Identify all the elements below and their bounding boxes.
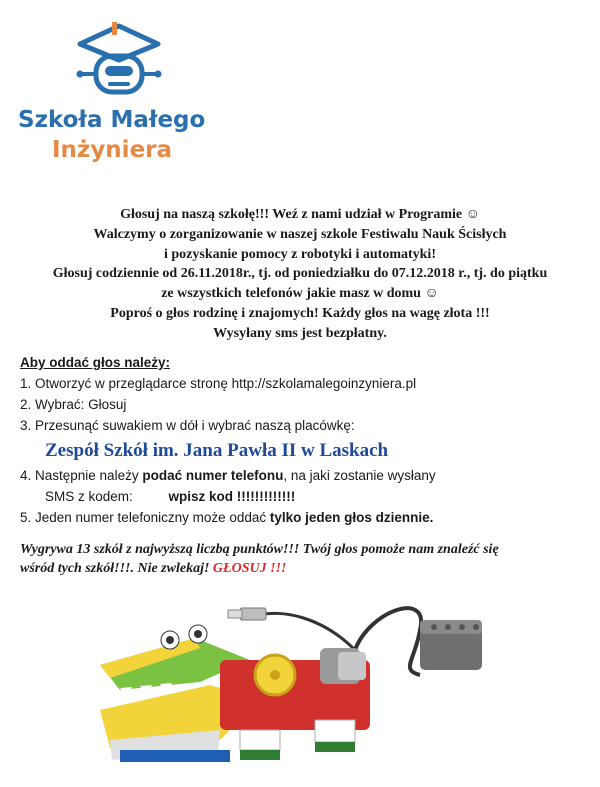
step-5	[20, 510, 433, 525]
step-3: 3. Przesunąć suwakiem w dół i wybrać naszą placówkę:	[20, 418, 355, 433]
sms-value: wpisz kod !!!!!!!!!!!!!	[168, 489, 296, 504]
step-5-text: 5. Jeden numer telefoniczny może oddać	[20, 510, 270, 525]
intro-line: ze wszystkich telefonów jakie masz w domu ☺	[161, 286, 439, 302]
sms-code-line	[45, 489, 295, 504]
step-4	[20, 468, 436, 483]
sms-label: SMS z kodem:	[45, 489, 133, 504]
intro-text	[0, 205, 600, 344]
school-name: Zespół Szkół im. Jana Pawła II w Laskach	[45, 440, 389, 461]
intro-line: Wysyłany sms jest bezpłatny.	[213, 325, 387, 341]
intro-line: Poproś o głos rodzinę i znajomych! Każdy głos na wagę złota !!!	[110, 305, 490, 321]
step-1: 1. Otworzyć w przeglądarce stronę http://szkolamalegoinzyniera.pl	[20, 376, 417, 391]
robot-graduate-icon	[72, 20, 167, 105]
logo-text-line1: Szkoła Małego	[18, 107, 206, 133]
step-4-text: 4. Następnie należy	[20, 468, 143, 483]
promo-line-2	[20, 559, 580, 578]
logo-text-line2: Inżyniera	[52, 137, 173, 163]
instructions-heading: Aby oddać głos należy:	[20, 355, 171, 370]
step-4-bold: podać numer telefonu	[142, 468, 284, 483]
intro-line: Głosuj codziennie od 26.11.2018r., tj. od poniedziałku do 07.12.2018 r., tj. do piątku	[52, 266, 548, 282]
vote-call: GŁOSUJ !!!	[212, 561, 287, 576]
lego-crocodile-robot-image	[100, 590, 520, 780]
promo-text	[20, 540, 580, 578]
promo-line-1: Wygrywa 13 szkół z najwyższą liczbą punktów!!! Twój głos pomoże nam znaleźć się	[20, 542, 499, 557]
promo-line-2-text: wśród tych szkół!!!. Nie zwlekaj!	[20, 561, 213, 576]
step-5-bold: tylko jeden głos dziennie.	[269, 510, 434, 525]
intro-line: Walczymy o zorganizowanie w naszej szkole Festiwalu Nauk Ścisłych	[93, 226, 507, 242]
step-4-text-end: , na jaki zostanie wysłany	[283, 468, 436, 483]
intro-line: Głosuj na naszą szkołę!!! Weź z nami udział w Programie ☺	[120, 207, 480, 222]
intro-line: i pozyskanie pomocy z robotyki i automatyki!	[164, 246, 436, 262]
step-2: 2. Wybrać: Głosuj	[20, 397, 127, 412]
logo	[18, 20, 218, 170]
